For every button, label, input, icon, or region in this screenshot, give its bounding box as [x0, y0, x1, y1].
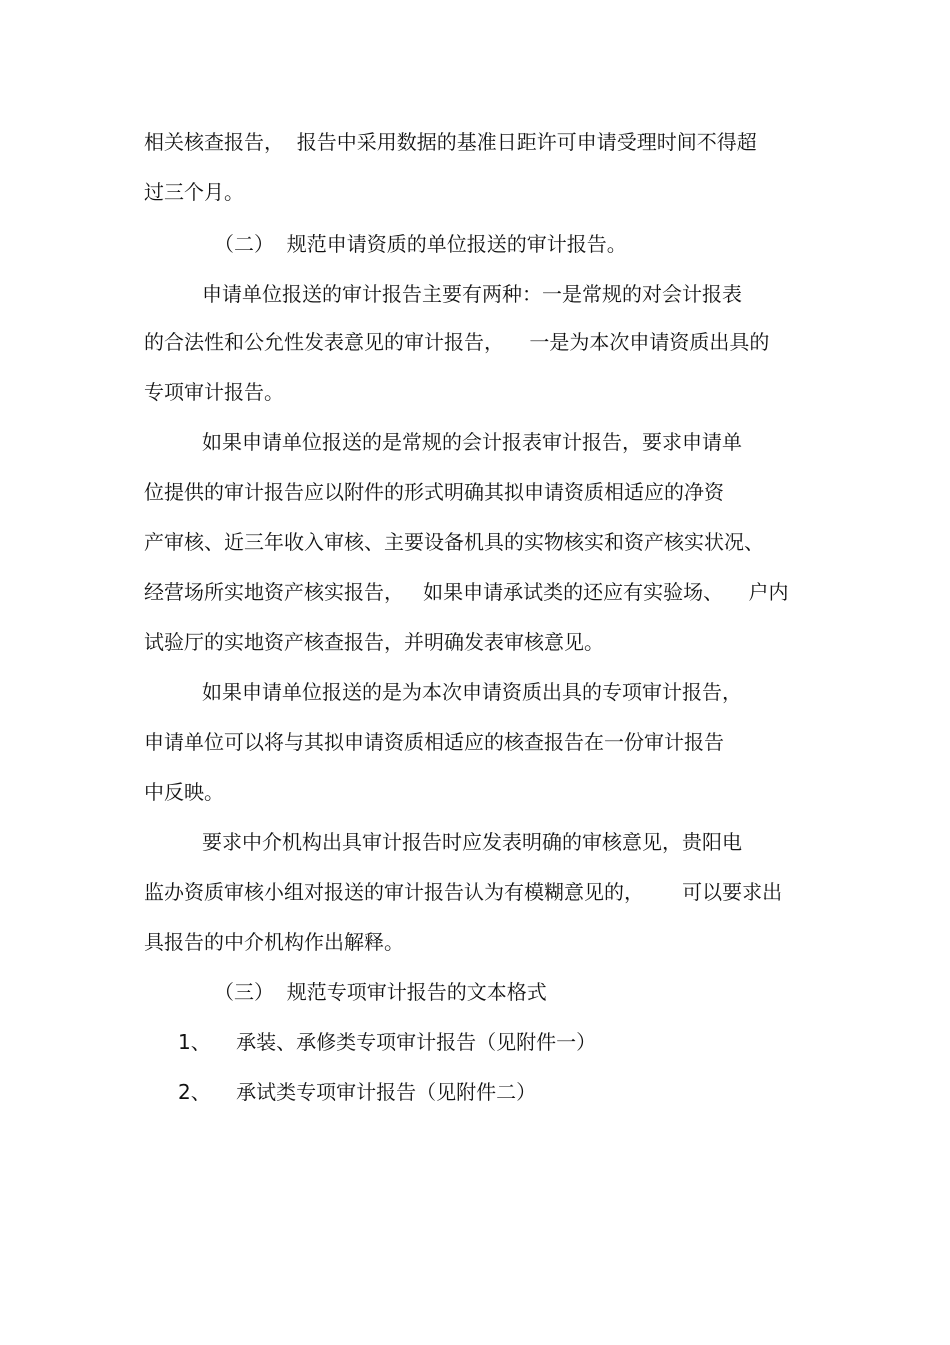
paragraph-line: 位提供的审计报告应以附件的形式明确其拟申请资质相适应的净资 [144, 480, 724, 504]
paragraph-line: 如果申请单位报送的是为本次申请资质出具的专项审计报告， [202, 680, 742, 704]
paragraph-line: 要求中介机构出具审计报告时应发表明确的审核意见，贵阳电 [202, 830, 742, 854]
paragraph-line: 申请单位可以将与其拟申请资质相适应的核查报告在一份审计报告 [144, 730, 724, 754]
paragraph-line: 试验厅的实地资产核查报告，并明确发表审核意见。 [144, 630, 604, 654]
paragraph-line: 产审核、近三年收入审核、主要设备机具的实物核实和资产核实状况、 [144, 530, 764, 554]
paragraph-line: 经营场所实地资产核实报告， 如果申请承试类的还应有实验场、 户内 [144, 580, 789, 604]
paragraph-line: 的合法性和公允性发表意见的审计报告， 一是为本次申请资质出具的 [144, 330, 770, 354]
paragraph-line: 相关核查报告， 报告中采用数据的基准日距许可申请受理时间不得超 [144, 130, 757, 154]
paragraph-line: 申请单位报送的审计报告主要有两种：一是常规的对会计报表 [202, 282, 742, 306]
paragraph-line: 具报告的中介机构作出解释。 [144, 930, 404, 954]
section-heading: （二） 规范申请资质的单位报送的审计报告。 [214, 232, 627, 256]
paragraph-line: 过三个月。 [144, 180, 244, 204]
paragraph-line: 专项审计报告。 [144, 380, 284, 404]
paragraph-line: 如果申请单位报送的是常规的会计报表审计报告，要求申请单 [202, 430, 742, 454]
paragraph-line: 监办资质审核小组对报送的审计报告认为有模糊意见的， 可以要求出 [144, 880, 783, 904]
list-item: 2、 承试类专项审计报告（见附件二） [178, 1080, 537, 1104]
list-item: 1、 承装、承修类专项审计报告（见附件一） [178, 1030, 597, 1054]
paragraph-line: 中反映。 [144, 780, 224, 804]
section-heading: （三） 规范专项审计报告的文本格式 [214, 980, 547, 1004]
